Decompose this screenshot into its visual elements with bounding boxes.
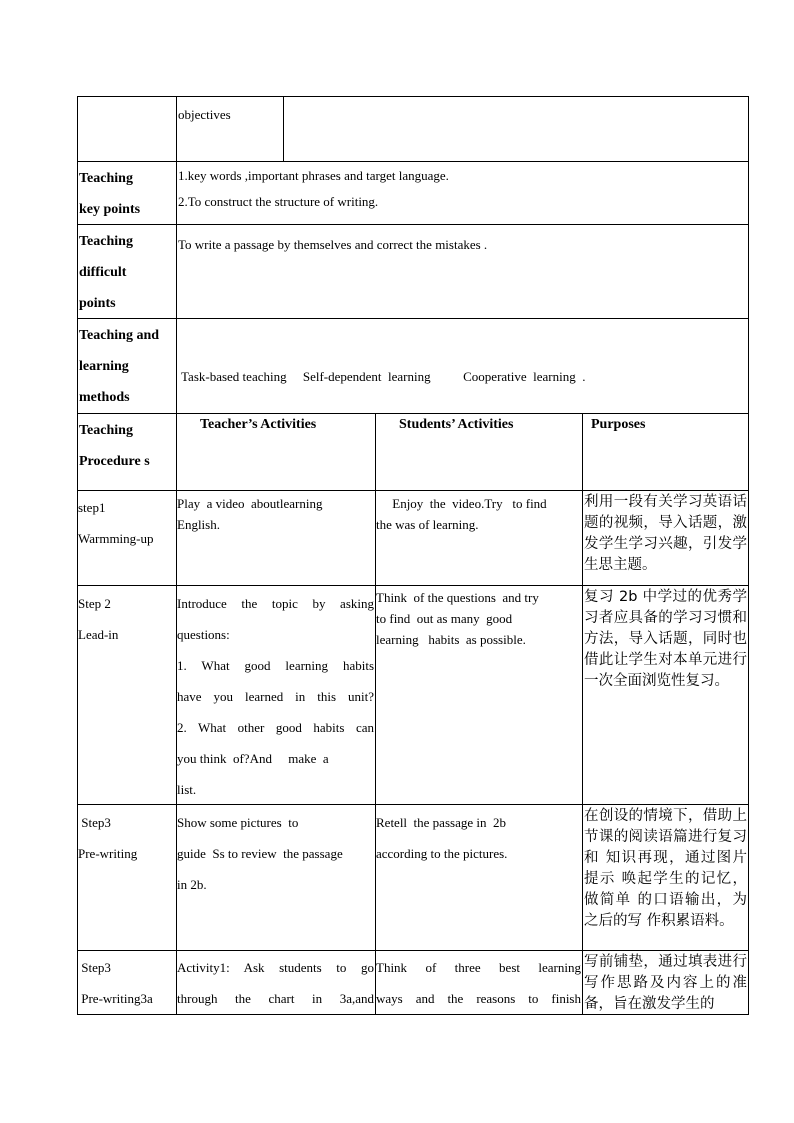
step3a-purpose: [584, 952, 747, 1014]
step3a-teacher-activity: [177, 952, 374, 1014]
label-line: Step 2: [78, 596, 111, 611]
step2-label: [78, 588, 175, 650]
difficult-points-content: [178, 234, 746, 255]
content-line: To write a passage by themselves and correct the mistakes .: [178, 237, 488, 252]
content-line: 1.key words ,important phrases and target language.: [178, 168, 449, 183]
content-line: Introduce the topic by asking: [177, 596, 374, 611]
content-line: questions:: [177, 627, 230, 642]
objectives-label: [178, 104, 282, 125]
step3-purpose: [584, 806, 747, 932]
key-points-content: [178, 163, 746, 215]
table-border-bottom: [77, 1014, 749, 1015]
label-line: Teaching and: [79, 328, 160, 343]
content-line: learning habits as possible.: [376, 632, 526, 647]
content-line: ways and the reasons to finish: [376, 991, 581, 1006]
content-line: you think of?And make a: [177, 751, 329, 766]
label-line: points: [79, 296, 116, 311]
purpose-text: 在创设的情境下，借助上节课的阅读语篇进行复习和 知识再现，通过图片提示 唤起学生的记忆，做简单 的口语输出，为之后的写 作积累语料。: [584, 808, 747, 929]
header-text: Students’ Activities: [399, 417, 514, 432]
content-line: have you learned in this unit?: [177, 689, 374, 704]
content-line: list.: [177, 782, 197, 797]
step3-teacher-activity: [177, 807, 374, 900]
label-line: Step3: [78, 960, 111, 975]
content-line: guide Ss to review the passage: [177, 846, 343, 861]
label-line: methods: [79, 390, 130, 405]
content-line: Enjoy the video.Try to find: [376, 496, 547, 511]
content-line: Play a video aboutlearning: [177, 496, 323, 511]
teacher-activities-header: [200, 414, 374, 435]
label-line: Teaching: [79, 423, 133, 438]
table-border-top: [77, 96, 749, 97]
label-line: Step3: [78, 815, 111, 830]
header-text: Purposes: [591, 417, 646, 432]
label-line: Teaching: [79, 171, 133, 186]
step3a-label: [78, 952, 175, 1014]
label-line: key points: [79, 202, 141, 217]
methods-label: [79, 320, 175, 413]
table-border-right: [748, 96, 749, 1015]
content-line: Show some pictures to: [177, 815, 299, 830]
students-activities-header: [399, 414, 581, 435]
label-line: Lead-in: [78, 627, 119, 642]
column-divider: [283, 96, 284, 162]
label-line: Procedure s: [79, 454, 150, 469]
content-line: 1. What good learning habits: [177, 658, 374, 673]
procedures-label: [79, 415, 175, 477]
content-line: to find out as many good: [376, 611, 513, 626]
label-line: Teaching: [79, 234, 133, 249]
purpose-text: 写前铺垫，通过填表进行写作思路及内容上的准备，旨在激发学生的: [584, 954, 747, 1012]
content-line: Think of the questions and try: [376, 590, 539, 605]
objectives-text: objectives: [178, 107, 231, 122]
step1-teacher-activity: [177, 493, 374, 535]
header-text: Teacher’s Activities: [200, 417, 317, 432]
label-line: Pre-writing: [78, 846, 138, 861]
column-divider: [582, 413, 583, 1015]
step2-teacher-activity: [177, 588, 374, 805]
content-line: 2. What other good habits can: [177, 720, 374, 735]
label-line: Warmming-up: [78, 531, 154, 546]
table-border-left: [77, 96, 78, 1015]
content-line: Task-based teaching Self-dependent learning Cooperative learning .: [178, 369, 586, 384]
content-line: Retell the passage in 2b: [376, 815, 506, 830]
content-line: Think of three best learning: [376, 960, 581, 975]
step3a-student-activity: [376, 952, 581, 1014]
step3-label: [78, 807, 175, 869]
key-points-label: [79, 163, 175, 225]
step2-student-activity: [376, 587, 581, 650]
content-line: the was of learning.: [376, 517, 479, 532]
step2-purpose: [584, 587, 747, 692]
label-line: difficult: [79, 265, 127, 280]
row-divider: [77, 950, 749, 951]
step3-student-activity: [376, 807, 581, 869]
step1-purpose: [584, 492, 747, 576]
content-line: in 2b.: [177, 877, 207, 892]
row-divider: [77, 161, 749, 162]
row-divider: [77, 585, 749, 586]
content-line: English.: [177, 517, 220, 532]
difficult-points-label: [79, 226, 175, 319]
row-divider: [77, 224, 749, 225]
step1-student-activity: [376, 493, 581, 535]
row-divider: [77, 490, 749, 491]
content-line: through the chart in 3a,and: [177, 991, 374, 1006]
label-line: Pre-writing3a: [78, 991, 153, 1006]
row-divider: [77, 318, 749, 319]
content-line: Activity1: Ask students to go: [177, 960, 374, 975]
purpose-text: 复习 2b 中学过的优秀学习者应具备的学习习惯和方法，导入话题，同时也借此让学生对本单元进行一次全面浏览性复习。: [584, 589, 747, 689]
label-line: step1: [78, 500, 106, 515]
purposes-header: [591, 414, 747, 435]
label-line: learning: [79, 359, 129, 374]
content-line: according to the pictures.: [376, 846, 508, 861]
step1-label: [78, 492, 175, 554]
content-line: 2.To construct the structure of writing.: [178, 194, 379, 209]
purpose-text: 利用一段有关学习英语话题的视频，导入话题，激发学生学习兴趣，引发学生思主题。: [584, 494, 747, 573]
